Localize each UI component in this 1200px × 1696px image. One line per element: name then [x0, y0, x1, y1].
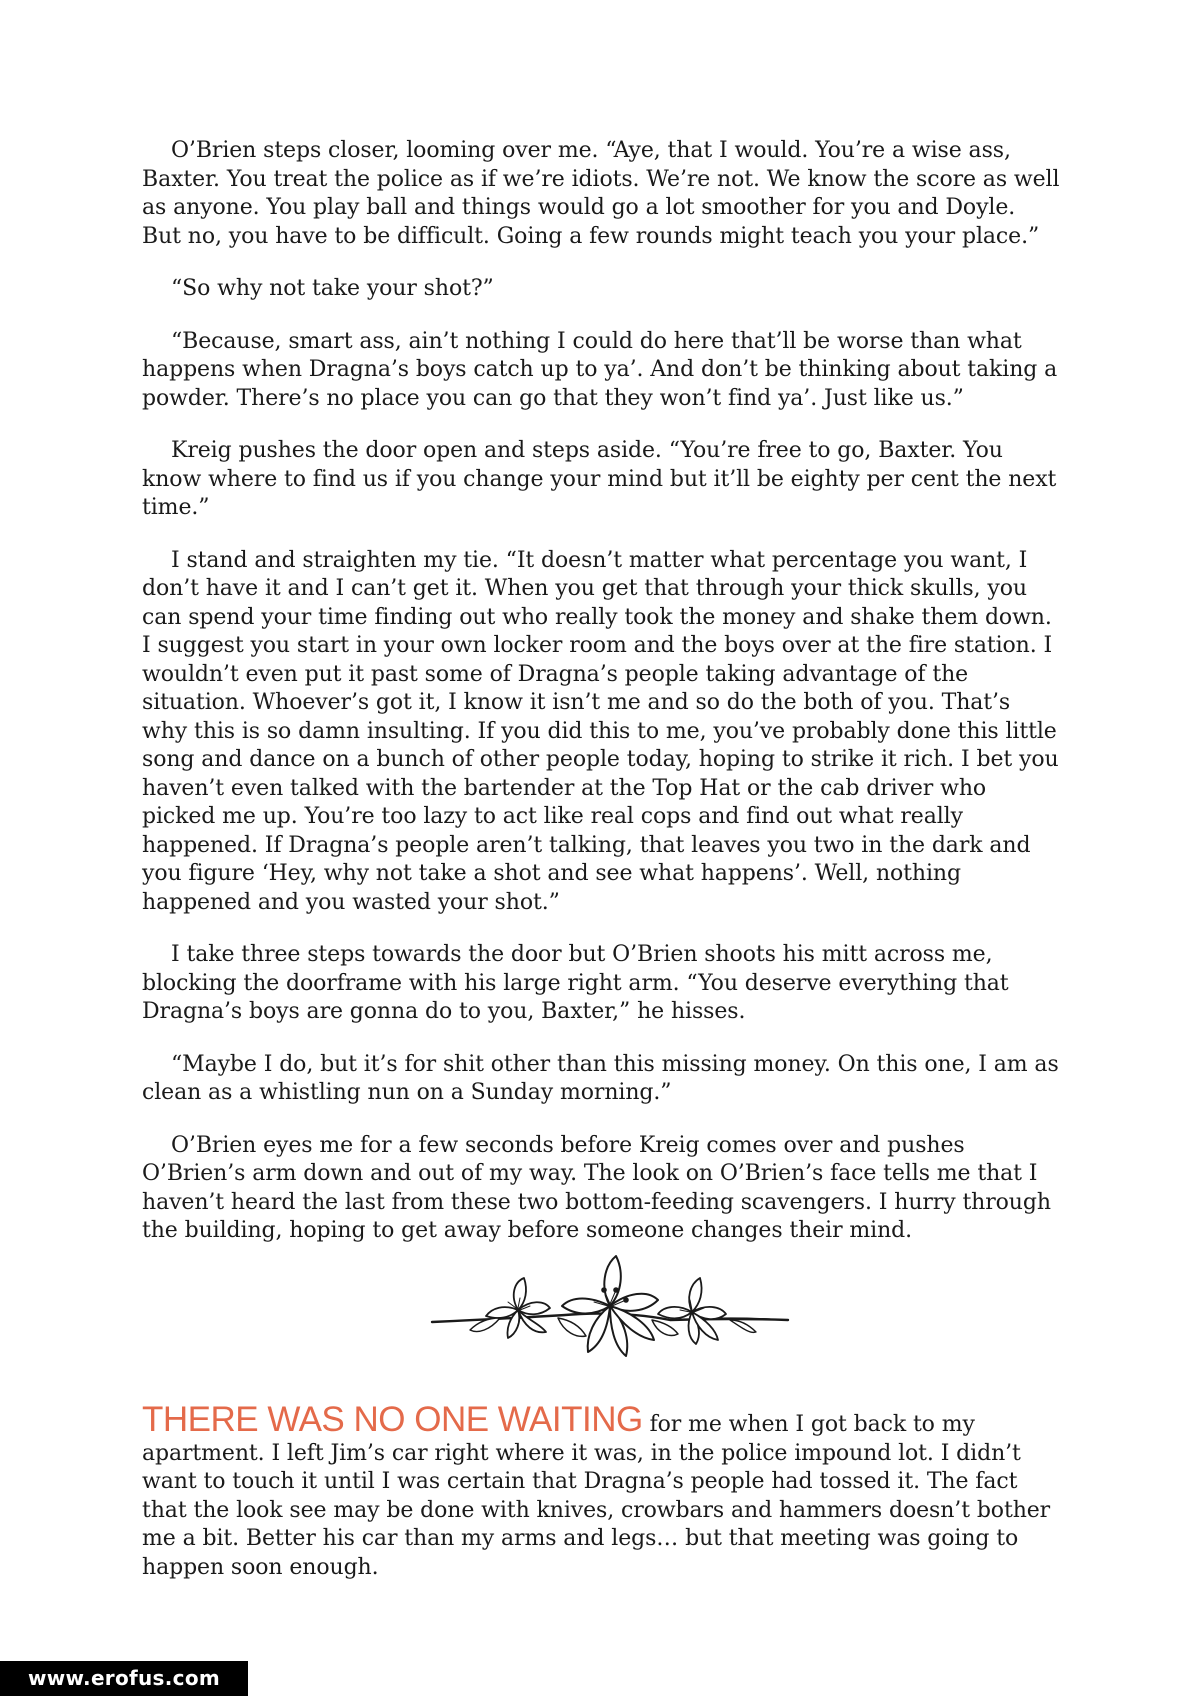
- paragraph: “Maybe I do, but it’s for shit other than this missing money. On this one, I am as clean as a whistling nun on a Sunday morning.”: [142, 1051, 1059, 1105]
- section-paragraph: [142, 1400, 1060, 1582]
- body-text: [142, 137, 1060, 1270]
- paragraph: I stand and straighten my tie. “It doesn’t matter what percentage you want, I don’t have it and I can’t get it. When you get that through your thick skulls, you can spend your time finding out who really took the money and shake them down. I suggest you start in your own locker room and the boys over at the fire station. I wouldn’t even put it past some of Dragna’s people taking advantage of the situation. Whoever’s got it, I know it isn’t me and so do the both of you. That’s why this is so damn insulting. If you did this to me, you’ve probably done this little song and dance on a bunch of other people today, hoping to strike it rich. I bet you haven’t even talked with the bartender at the Top Hat or the cab driver who picked me up. You’re too lazy to act like real cops and find out what really happened. If Dragna’s people aren’t talking, that leaves you two in the dark and you figure ‘Hey, why not take a shot and see what happens’. Well, nothing happened and you wasted your shot.”: [142, 547, 1059, 915]
- paragraph: I take three steps towards the door but O’Brien shoots his mitt across me, blocking the doorframe with his large right arm. “You deserve everything that Dragna’s boys are gonna do to you, Baxter,” he hisses.: [142, 942, 1009, 1024]
- section-lead-in: THERE WAS NO ONE WAITING: [142, 1400, 643, 1439]
- paragraph: Kreig pushes the door open and steps aside. “You’re free to go, Baxter. You know where to find us if you change your mind but it’ll be eighty per cent the next time.”: [142, 438, 1057, 520]
- paragraph: “Because, smart ass, ain’t nothing I could do here that’ll be worse than what happens when Dragna’s boys catch up to ya’. And don’t be thinking about taking a powder. There’s no place you can go that they won’t find ya’. Just like us.”: [142, 328, 1058, 411]
- paragraph: O’Brien steps closer, looming over me. “Aye, that I would. You’re a wise ass, Baxter. You treat the police as if we’re idiots. We’re not. We know the score as well as anyone. You play ball and things would go a lot smoother for you and Doyle. But no, you have to be difficult. Going a few rounds might teach you your place.”: [142, 138, 1060, 249]
- watermark: www.erofus.com: [0, 1661, 248, 1696]
- paragraph: “So why not take your shot?”: [171, 276, 494, 301]
- paragraph: O’Brien eyes me for a few seconds before Kreig comes over and pushes O’Brien’s arm down and out of my way. The look on O’Brien’s face tells me that I haven’t heard the last from these two bottom-feeding scavengers. I hurry through the building, hoping to get away before someone changes their mind.: [142, 1132, 1051, 1243]
- section-text: for me when I got back to my apartment. I left Jim’s car right where it was, in the police impound lot. I didn’t want to touch it until I was certain that Dragna’s people had tossed it. The fact that the look see may be done with knives, crowbars and hammers doesn’t bother me a bit. Better his car than my arms and legs… but that meeting was going to happen soon enough.: [142, 1412, 1051, 1580]
- section-opening: [142, 1400, 1060, 1606]
- lily-flower-divider-icon: [430, 1248, 790, 1378]
